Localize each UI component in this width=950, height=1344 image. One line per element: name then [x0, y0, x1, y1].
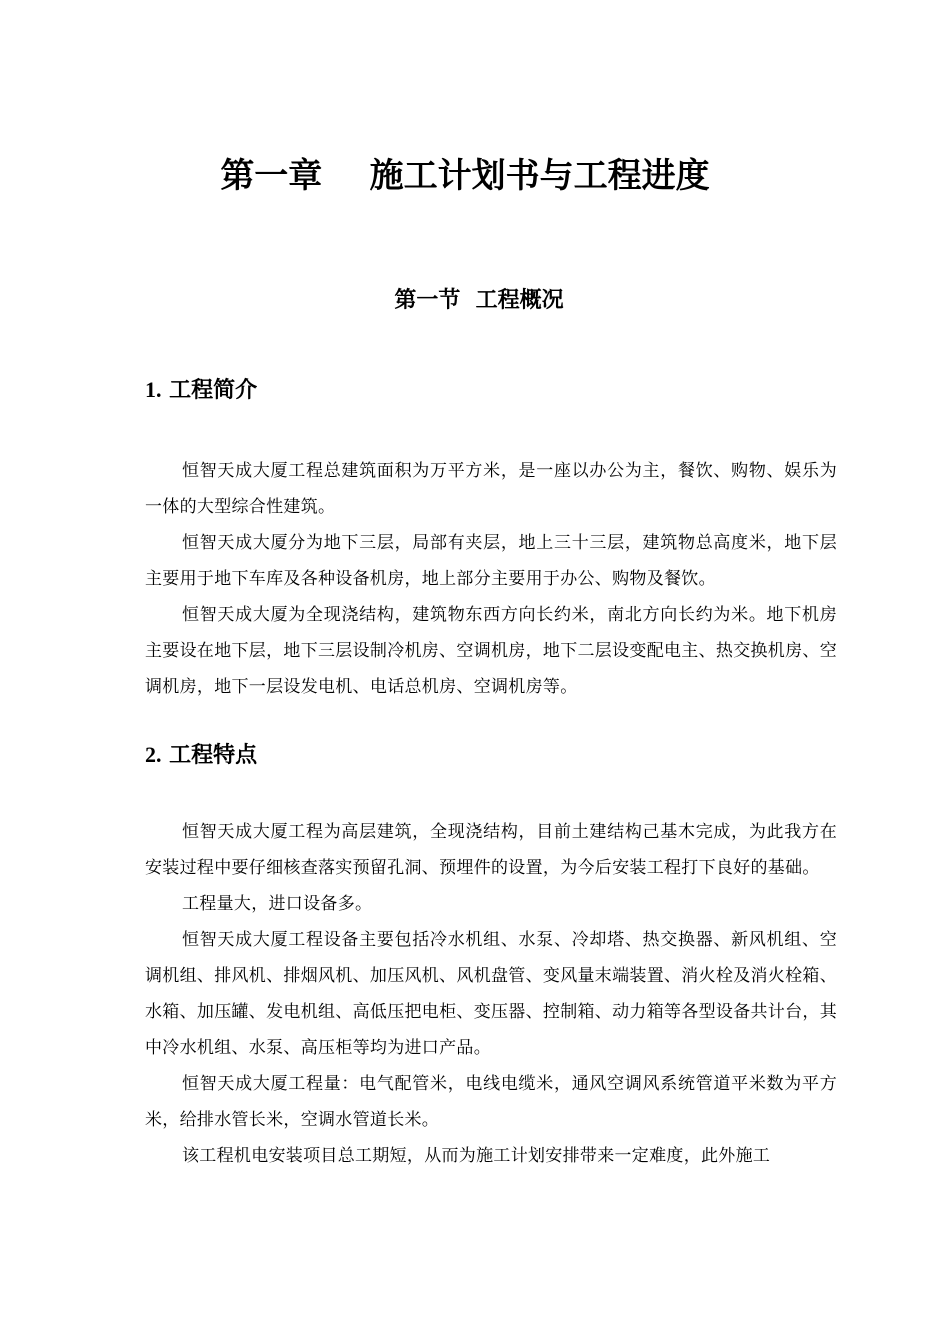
subsection-number: 1.: [145, 377, 162, 402]
section-title: 第一节 工程概况: [394, 288, 564, 313]
subsection-title: 工程特点: [161, 743, 258, 768]
paragraph: 该工程机电安装项目总工期短，从而为施工计划安排带来一定难度，此外施工: [182, 1146, 771, 1166]
subsection-heading-2: [145, 740, 257, 771]
paragraph: 恒智天成大厦工程量：电气配管米，电线电缆米，通风空调风系统管道平米数为平方米，给排水管长米，空调水管道长米。: [145, 1074, 837, 1130]
subsection-number: 2.: [145, 742, 162, 767]
chapter-title: 第一章 施工计划书与工程进度: [220, 156, 710, 196]
subsection-title: 工程简介: [161, 378, 258, 403]
paragraph: 恒智天成大厦工程总建筑面积为万平方米，是一座以办公为主，餐饮、购物、娱乐为一体的大型综合性建筑。: [145, 461, 837, 517]
subsection-body-2: [145, 814, 837, 1174]
paragraph: 工程量大，进口设备多。: [182, 894, 373, 914]
paragraph: 恒智天成大厦为全现浇结构，建筑物东西方向长约米，南北方向长约为米。地下机房主要设在地下层，地下三层设制冷机房、空调机房，地下二层设变配电主、热交换机房、空调机房，地下一层设发电机、电话总机房、空调机房等。: [145, 605, 837, 697]
subsection-heading-1: [145, 375, 257, 406]
paragraph: 恒智天成大厦工程为高层建筑，全现浇结构，目前土建结构己基木完成，为此我方在安装过程中要仔细核查落实预留孔洞、预埋件的设置，为今后安装工程打下良好的基础。: [145, 822, 837, 878]
paragraph: 恒智天成大厦工程设备主要包括冷水机组、水泵、冷却塔、热交换器、新风机组、空调机组、排风机、排烟风机、加压风机、风机盘管、变风量末端装置、消火栓及消火栓箱、水箱、加压罐、发电机组、高低压把电柜、变压器、控制箱、动力箱等各型设备共计台，其中冷水机组、水泵、高压柜等均为进口产品。: [145, 930, 837, 1058]
subsection-body-1: [145, 453, 837, 705]
paragraph: 恒智天成大厦分为地下三层，局部有夹层，地上三十三层，建筑物总高度米，地下层主要用于地下车库及各种设备机房，地上部分主要用于办公、购物及餐饮。: [145, 533, 837, 589]
